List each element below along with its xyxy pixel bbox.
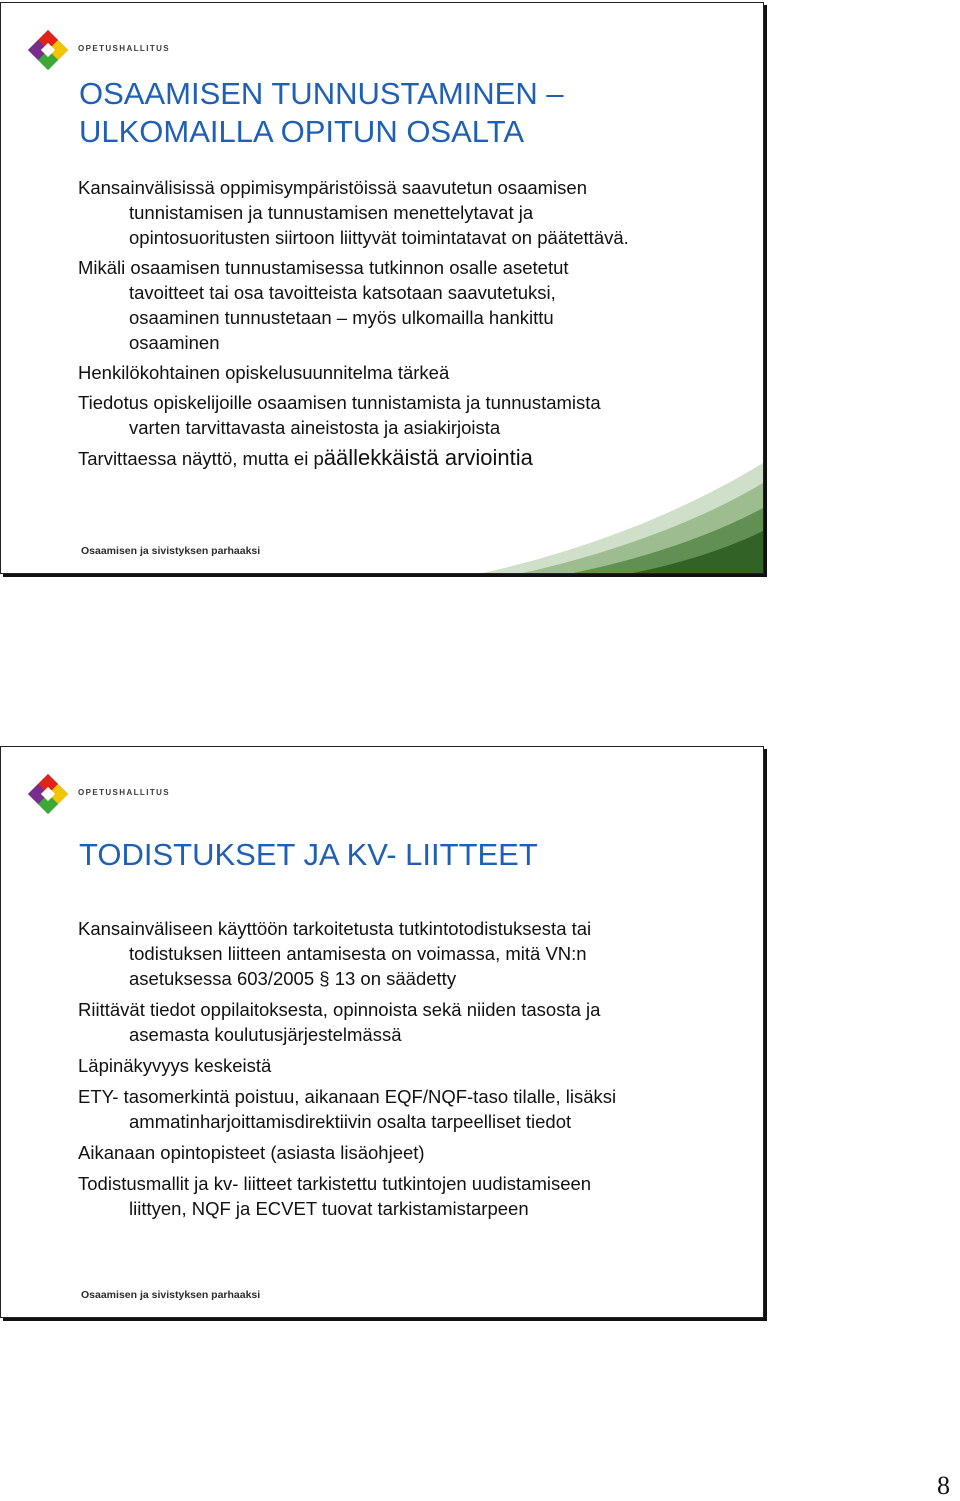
bullet-text: Kansainvälisissä oppimisympäristöissä saavutetun osaamisen	[78, 177, 587, 198]
slide-title	[79, 75, 564, 151]
bullet-text: ETY- tasomerkintä poistuu, aikanaan EQF/NQF-taso tilalle, lisäksi	[78, 1086, 617, 1107]
diamond-logo-icon	[26, 28, 70, 72]
bullet-text: Läpinäkyvyys keskeistä	[78, 1055, 272, 1076]
bullet-text: Kansainväliseen käyttöön tarkoitetusta tutkintotodistuksesta tai	[78, 918, 592, 939]
list-item	[78, 360, 738, 385]
logo-text: OPETUSHALLITUS	[78, 44, 171, 53]
bullet-list	[78, 175, 738, 476]
list-item	[78, 1140, 738, 1165]
list-item	[78, 1084, 738, 1134]
list-item	[78, 255, 738, 355]
swoosh-decoration	[483, 463, 763, 573]
list-item	[78, 1171, 738, 1221]
bullet-text: Tiedotus opiskelijoille osaamisen tunnistamista ja tunnustamista	[78, 392, 601, 413]
opetushallitus-logo	[26, 28, 176, 72]
bullet-text: Todistusmallit ja kv- liitteet tarkistettu tutkintojen uudistamiseen	[78, 1173, 592, 1194]
bullet-text: Henkilökohtainen opiskelusuunnitelma tärkeä	[78, 362, 450, 383]
bullet-text: varten tarvittavasta aineistosta ja asiakirjoista	[129, 417, 501, 438]
list-item	[78, 916, 738, 991]
title-line: ULKOMAILLA OPITUN OSALTA	[79, 114, 525, 149]
opetushallitus-logo	[26, 772, 176, 816]
bullet-text: tunnistamisen ja tunnustamisen menettelytavat ja	[129, 202, 534, 223]
slide-2	[0, 746, 764, 1318]
logo-text: OPETUSHALLITUS	[78, 788, 171, 797]
bullet-text: Aikanaan opintopisteet (asiasta lisäohjeet)	[78, 1142, 425, 1163]
bullet-text: Mikäli osaamisen tunnustamisessa tutkinnon osalle asetetut	[78, 257, 569, 278]
bullet-text: osaaminen tunnustetaan – myös ulkomailla hankittu	[129, 307, 554, 328]
bullet-text: osaaminen	[129, 332, 220, 353]
title-line: TODISTUKSET JA KV- LIITTEET	[79, 837, 538, 872]
bullet-text: asetuksessa 603/2005 § 13 on säädetty	[129, 968, 457, 989]
list-item	[78, 175, 738, 250]
bullet-text: asemasta koulutusjärjestelmässä	[129, 1024, 402, 1045]
page-number: 8	[937, 1471, 950, 1500]
footer-slogan: Osaamisen ja sivistyksen parhaaksi	[81, 545, 261, 557]
bullet-text-large: äällekkäistä arviointia	[323, 445, 533, 470]
list-item	[78, 1053, 738, 1078]
bullet-text: opintosuoritusten siirtoon liittyvät toimintatavat on päätettävä.	[129, 227, 629, 248]
footer-slogan: Osaamisen ja sivistyksen parhaaksi	[81, 1289, 261, 1301]
slide-title	[79, 836, 538, 874]
list-item	[78, 390, 738, 440]
list-item	[78, 997, 738, 1047]
title-line: OSAAMISEN TUNNUSTAMINEN –	[79, 76, 564, 111]
diamond-logo-icon	[26, 772, 70, 816]
bullet-text: tavoitteet tai osa tavoitteista katsotaan saavutetuksi,	[129, 282, 556, 303]
bullet-text: liittyen, NQF ja ECVET tuovat tarkistamistarpeen	[129, 1198, 529, 1219]
bullet-text: ammatinharjoittamisdirektiivin osalta tarpeelliset tiedot	[129, 1111, 572, 1132]
bullet-text: Riittävät tiedot oppilaitoksesta, opinnoista sekä niiden tasosta ja	[78, 999, 601, 1020]
bullet-text-small: Tarvittaessa näyttö, mutta ei p	[78, 448, 324, 469]
bullet-text: todistuksen liitteen antamisesta on voimassa, mitä VN:n	[129, 943, 587, 964]
slide-1	[0, 2, 764, 574]
bullet-list	[78, 916, 738, 1227]
